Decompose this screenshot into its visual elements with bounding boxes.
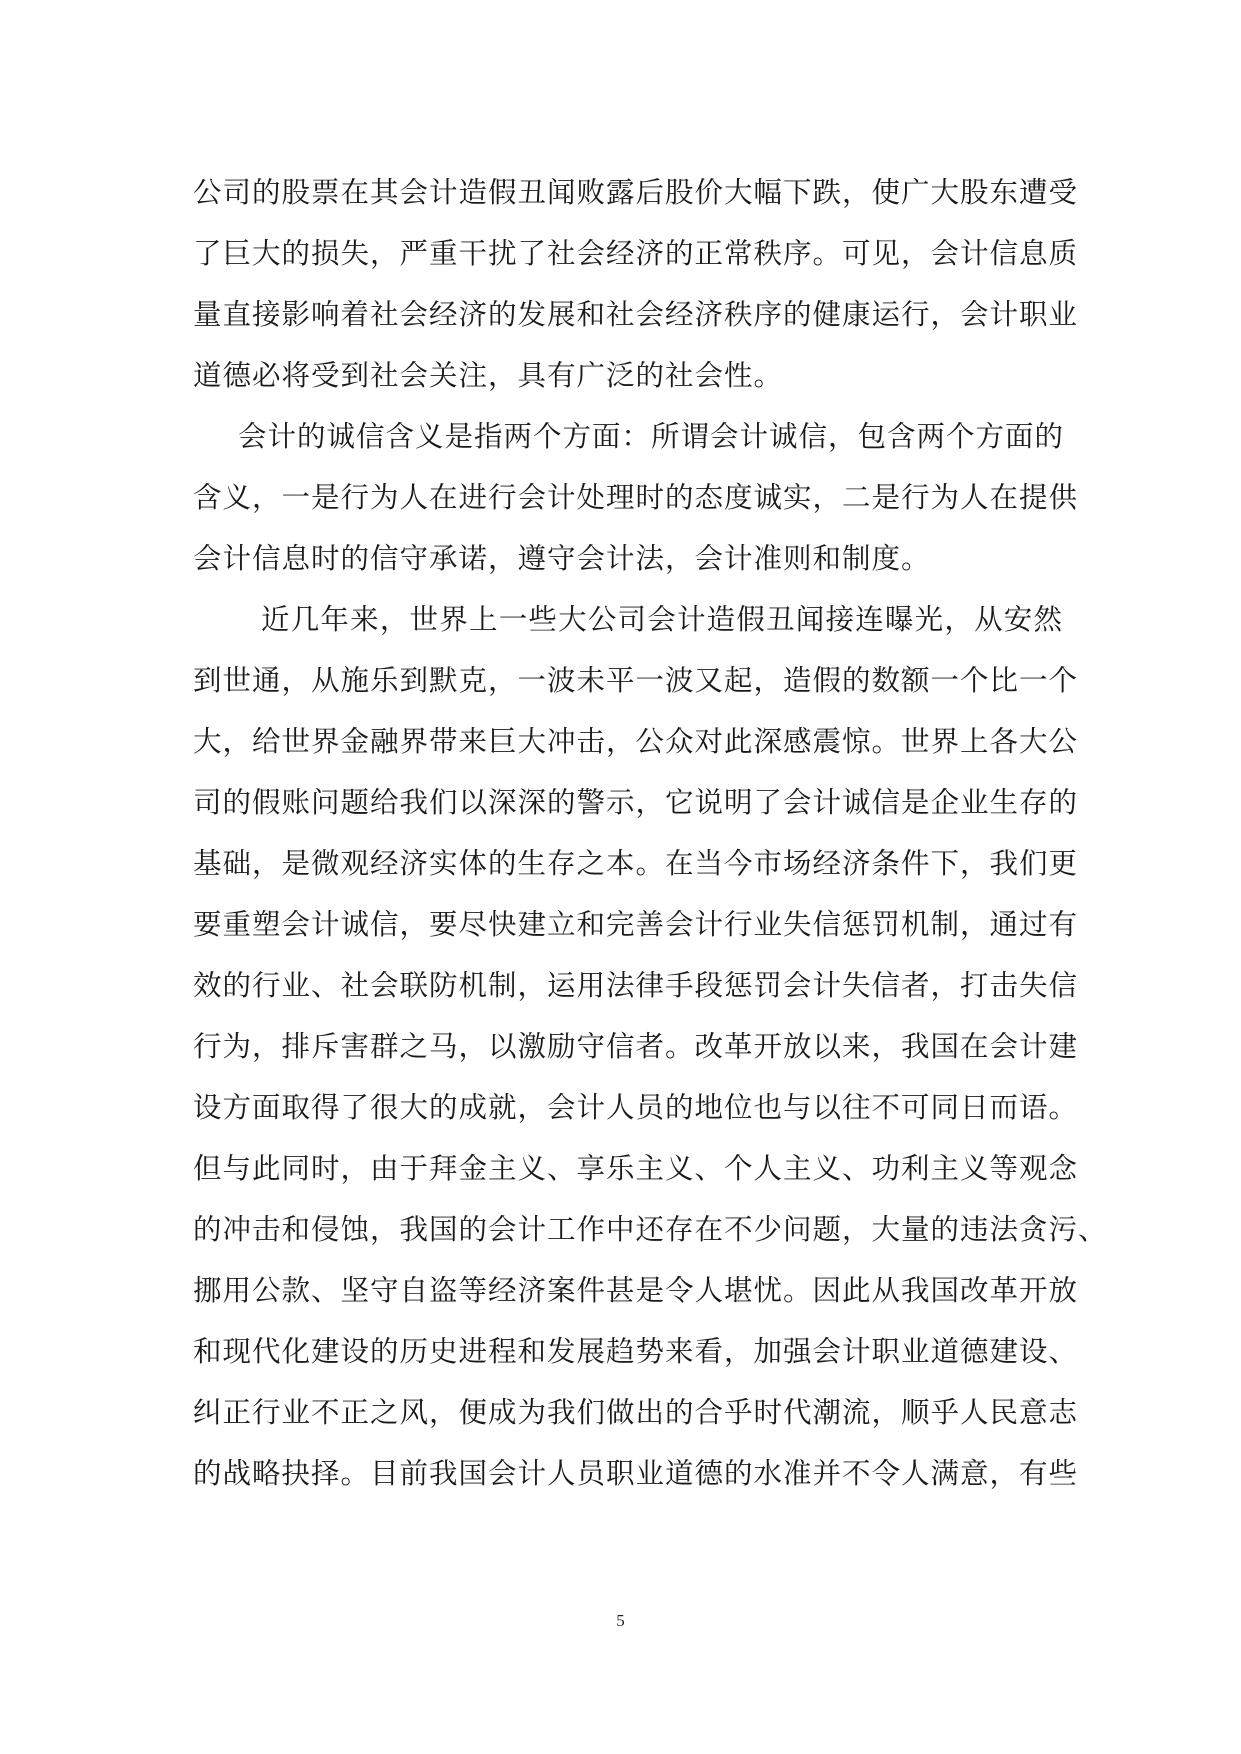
text-line: 效的行业、社会联防机制，运用法律手段惩罚会计失信者，打击失信 [193,969,1079,1002]
body-text [193,162,1108,1504]
page-number: 5 [616,1611,625,1630]
text-line: 要重塑会计诚信，要尽快建立和完善会计行业失信惩罚机制，通过有 [193,908,1079,941]
text-line: 大，给世界金融界带来巨大冲击，公众对此深感震惊。世界上各大公 [193,725,1079,758]
text-line: 挪用公款、坚守自盗等经济案件甚是令人堪忧。因此从我国改革开放 [193,1274,1079,1307]
text-line: 但与此同时，由于拜金主义、享乐主义、个人主义、功利主义等观念 [193,1152,1079,1185]
text-line: 到世通，从施乐到默克，一波未平一波又起，造假的数额一个比一个 [193,664,1079,697]
text-line: 司的假账问题给我们以深深的警示，它说明了会计诚信是企业生存的 [193,786,1079,819]
text-line: 含义，一是行为人在进行会计处理时的态度诚实，二是行为人在提供 [193,481,1079,514]
text-line: 行为，排斥害群之马，以激励守信者。改革开放以来，我国在会计建 [193,1030,1079,1063]
text-line: 道德必将受到社会关注，具有广泛的社会性。 [193,359,784,392]
text-line: 近几年来，世界上一些大公司会计造假丑闻接连曝光，从安然 [261,603,1063,636]
text-line: 基础，是微观经济实体的生存之本。在当今市场经济条件下，我们更 [193,847,1079,880]
text-line: 和现代化建设的历史进程和发展趋势来看，加强会计职业道德建设、 [193,1335,1079,1368]
text-line: 量直接影响着社会经济的发展和社会经济秩序的健康运行，会计职业 [193,298,1079,331]
text-line: 会计信息时的信守承诺，遵守会计法，会计准则和制度。 [193,542,931,575]
text-line: 的战略抉择。目前我国会计人员职业道德的水准并不令人满意，有些 [193,1457,1079,1490]
text-line: 的冲击和侵蚀，我国的会计工作中还存在不少问题，大量的违法贪污、 [193,1213,1108,1246]
text-line: 设方面取得了很大的成就，会计人员的地位也与以往不可同日而语。 [193,1091,1079,1124]
text-line: 纠正行业不正之风，便成为我们做出的合乎时代潮流，顺乎人民意志 [193,1396,1079,1429]
text-line: 公司的股票在其会计造假丑闻败露后股价大幅下跌，使广大股东遭受 [193,176,1079,209]
text-line: 了巨大的损失，严重干扰了社会经济的正常秩序。可见，会计信息质 [193,237,1079,270]
text-line: 会计的诚信含义是指两个方面：所谓会计诚信，包含两个方面的 [238,420,1065,453]
